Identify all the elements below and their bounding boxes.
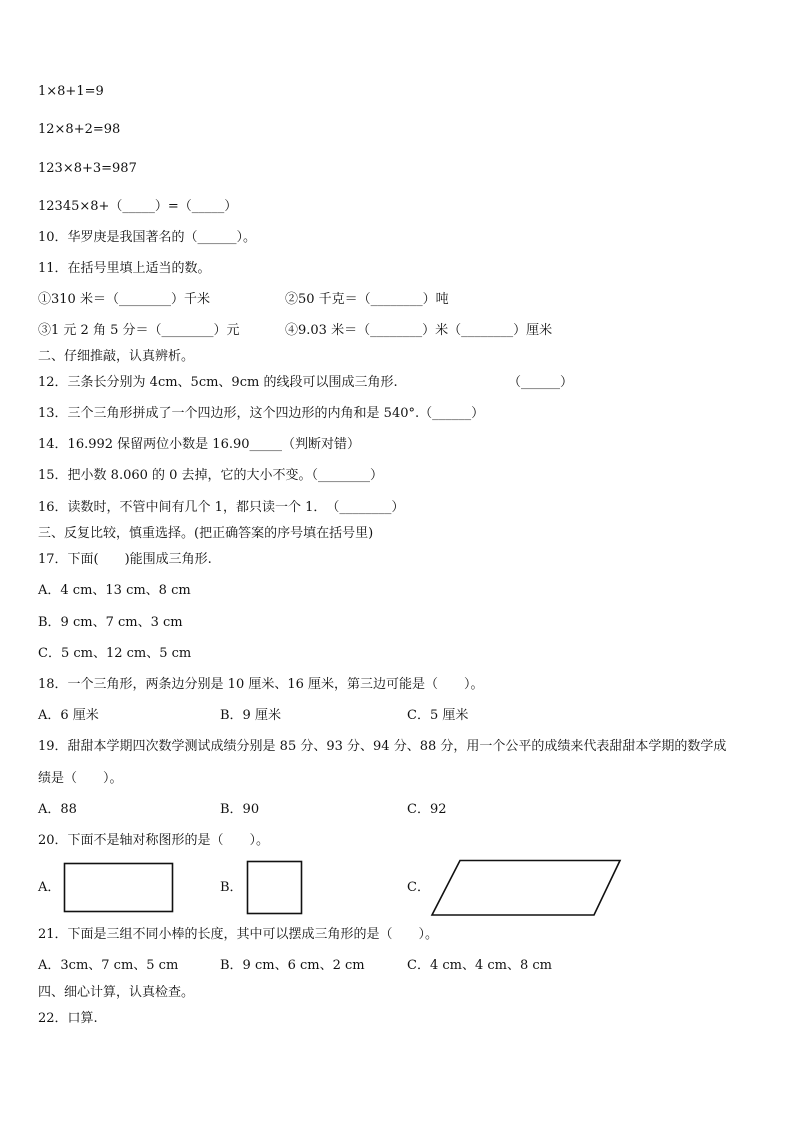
question-11-item-2: ②50 千克＝（________）吨	[285, 292, 449, 307]
question-14: 14．16.992 保留两位小数是 16.90_____（判断对错）	[38, 437, 361, 452]
question-19-option-c: C．92	[407, 802, 447, 817]
question-20-stem: 20．下面不是轴对称图形的是（ ）。	[38, 833, 270, 848]
question-12: 12．三条长分别为 4cm、5cm、9cm 的线段可以围成三角形.	[38, 375, 398, 390]
question-22: 22．口算.	[38, 1011, 98, 1026]
question-17-option-c: C．5 cm、12 cm、5 cm	[38, 646, 192, 661]
question-19-option-a: A．88	[38, 802, 77, 817]
question-18-stem: 18．一个三角形，两条边分别是 10 厘米、16 厘米，第三边可能是（ ）。	[38, 677, 484, 692]
question-11-item-1: ①310 米＝（________）千米	[38, 292, 210, 307]
question-17-stem: 17．下面( )能围成三角形.	[38, 552, 212, 567]
question-18-option-a: A．6 厘米	[38, 708, 99, 723]
section-3-heading: 三、反复比较，慎重选择。(把正确答案的序号填在括号里)	[38, 526, 374, 541]
question-21-option-a: A．3cm、7 cm、5 cm	[38, 958, 179, 973]
pattern-line-1: 1×8+1=9	[38, 84, 104, 99]
question-20-label-a: A．	[38, 880, 61, 895]
question-18-option-c: C．5 厘米	[407, 708, 469, 723]
question-19-stem-line-1: 19．甜甜本学期四次数学测试成绩分别是 85 分、93 分、94 分、88 分，用一个公平的成绩来代表甜甜本学期的数学成	[38, 739, 727, 754]
pattern-line-2: 12×8+2=98	[38, 122, 121, 137]
question-20-label-c: C．	[407, 880, 430, 895]
question-19-option-b: B．90	[220, 802, 260, 817]
rectangle-shape	[63, 862, 175, 914]
question-21-option-c: C．4 cm、4 cm、8 cm	[407, 958, 552, 973]
question-11-stem: 11．在括号里填上适当的数。	[38, 261, 211, 276]
section-4-heading: 四、细心计算，认真检查。	[38, 985, 195, 1000]
question-21-option-b: B．9 cm、6 cm、2 cm	[220, 958, 365, 973]
question-17-option-a: A．4 cm、13 cm、8 cm	[38, 583, 191, 598]
question-18-option-b: B．9 厘米	[220, 708, 281, 723]
question-11-item-4: ④9.03 米＝（________）米（________）厘米	[285, 323, 553, 338]
question-19-stem-line-2: 绩是（ ）。	[38, 771, 123, 786]
question-10: 10．华罗庚是我国著名的（______）。	[38, 230, 257, 245]
question-16: 16．读数时，不管中间有几个 1，都只读一个 1． （________）	[38, 500, 405, 515]
question-15: 15．把小数 8.060 的 0 去掉，它的大小不变。（________）	[38, 468, 384, 483]
question-20-label-b: B．	[220, 880, 243, 895]
question-17-option-b: B．9 cm、7 cm、3 cm	[38, 615, 183, 630]
section-2-heading: 二、仔细推敲，认真辨析。	[38, 349, 195, 364]
pattern-line-3: 123×8+3=987	[38, 161, 137, 176]
question-12-blank: （______）	[508, 375, 574, 390]
question-21-stem: 21．下面是三组不同小棒的长度，其中可以摆成三角形的是（ ）。	[38, 927, 439, 942]
question-13: 13．三个三角形拼成了一个四边形，这个四边形的内角和是 540°.（______）	[38, 406, 485, 421]
question-11-item-3: ③1 元 2 角 5 分＝（________）元	[38, 323, 240, 338]
pattern-line-4: 12345×8+（_____）=（_____）	[38, 199, 238, 214]
square-shape	[246, 860, 304, 916]
parallelogram-shape	[430, 859, 622, 917]
